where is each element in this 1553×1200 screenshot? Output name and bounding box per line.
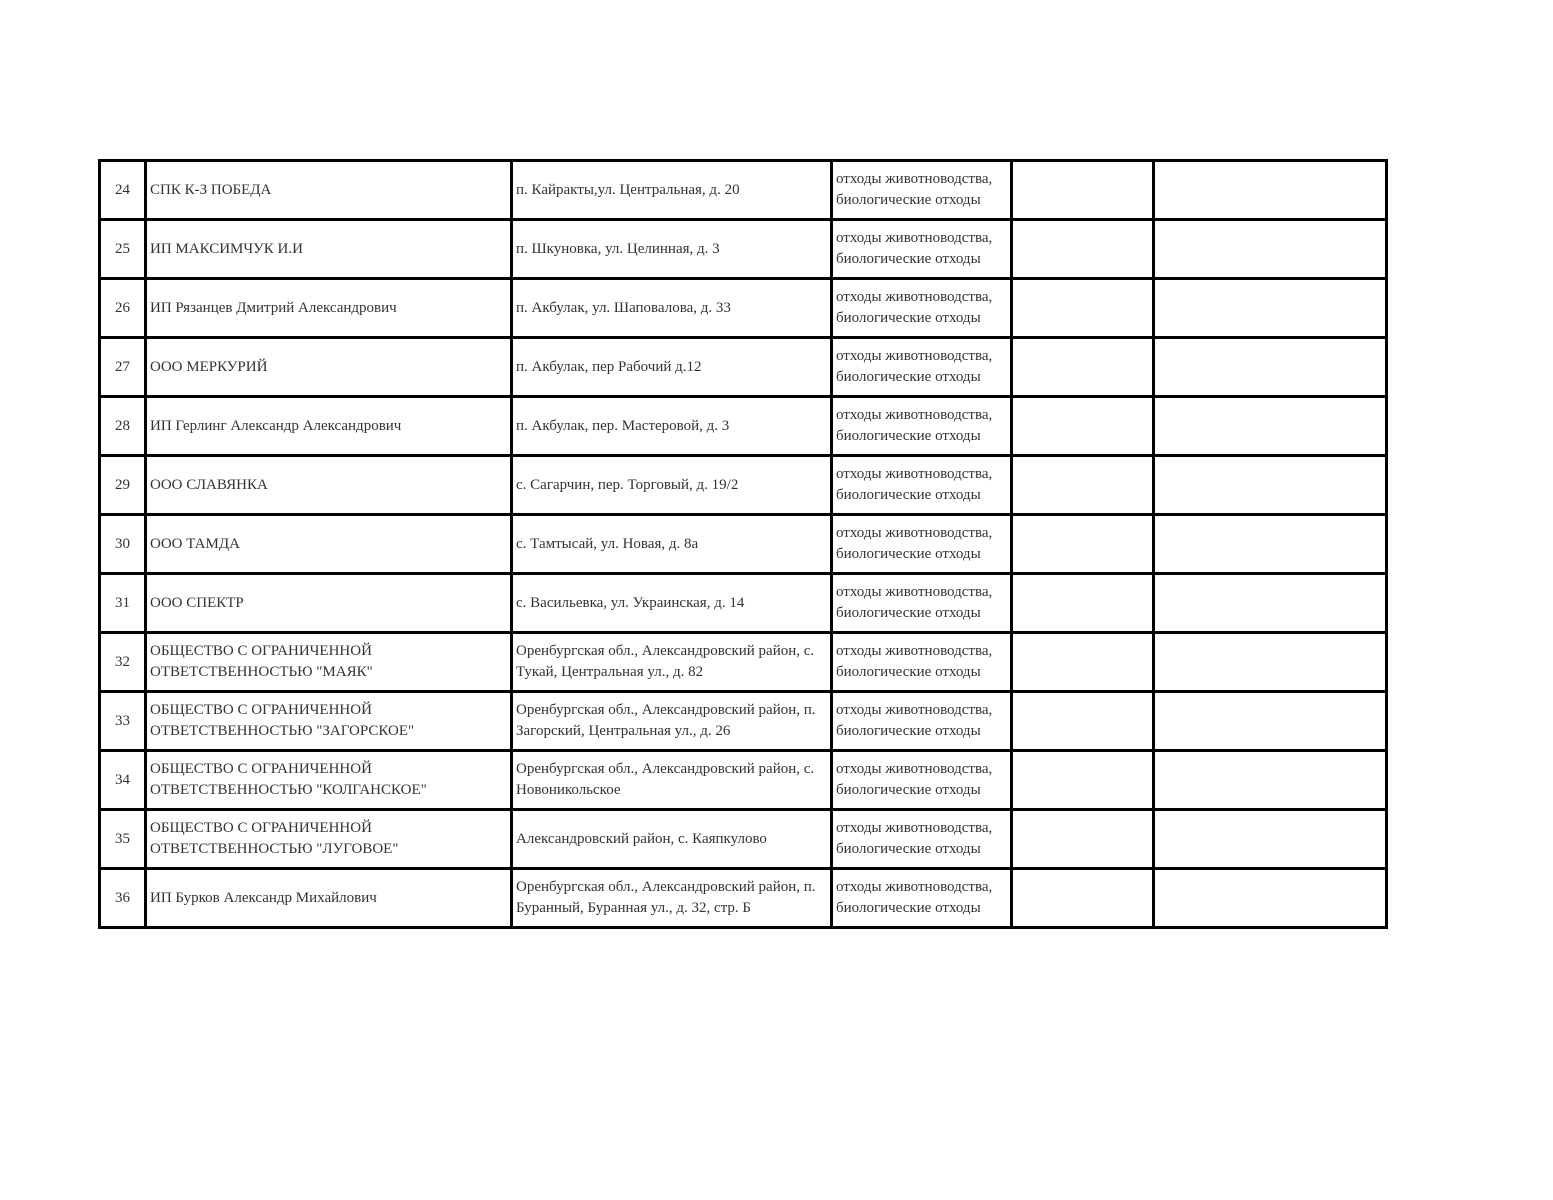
waste-type: отходы животноводства, биологические отходы [832,869,1012,928]
organization-address: с. Васильевка, ул. Украинская, д. 14 [512,574,832,633]
waste-type: отходы животноводства, биологические отходы [832,574,1012,633]
document-sheet [98,159,1385,929]
table-row [100,515,1387,574]
empty-cell [1012,515,1154,574]
waste-type: отходы животноводства, биологические отходы [832,338,1012,397]
empty-cell [1012,574,1154,633]
organization-name: ИП Герлинг Александр Александрович [146,397,512,456]
empty-cell [1154,397,1387,456]
empty-cell [1154,456,1387,515]
row-number: 35 [100,810,146,869]
organization-name: ИП МАКСИМЧУК И.И [146,220,512,279]
empty-cell [1012,692,1154,751]
organization-address: с. Сагарчин, пер. Торговый, д. 19/2 [512,456,832,515]
waste-type: отходы животноводства, биологические отходы [832,692,1012,751]
organization-address: п. Шкуновка, ул. Целинная, д. 3 [512,220,832,279]
waste-type: отходы животноводства, биологические отходы [832,279,1012,338]
row-number: 29 [100,456,146,515]
registry-table-body [100,161,1387,928]
table-row [100,397,1387,456]
organization-name: ИП Бурков Александр Михайлович [146,869,512,928]
row-number: 24 [100,161,146,220]
table-row [100,633,1387,692]
empty-cell [1012,810,1154,869]
empty-cell [1012,279,1154,338]
empty-cell [1012,220,1154,279]
table-row [100,161,1387,220]
organization-name: ОБЩЕСТВО С ОГРАНИЧЕННОЙ ОТВЕТСТВЕННОСТЬЮ "ЛУГОВОЕ" [146,810,512,869]
waste-type: отходы животноводства, биологические отходы [832,515,1012,574]
organization-address: Оренбургская обл., Александровский район, п. Буранный, Буранная ул., д. 32, стр. Б [512,869,832,928]
table-row [100,220,1387,279]
empty-cell [1012,338,1154,397]
empty-cell [1154,574,1387,633]
organization-name: ООО СПЕКТР [146,574,512,633]
organization-address: Оренбургская обл., Александровский район, с. Тукай, Центральная ул., д. 82 [512,633,832,692]
row-number: 28 [100,397,146,456]
organization-name: ОБЩЕСТВО С ОГРАНИЧЕННОЙ ОТВЕТСТВЕННОСТЬЮ "МАЯК" [146,633,512,692]
organization-address: п. Кайракты,ул. Центральная, д. 20 [512,161,832,220]
row-number: 31 [100,574,146,633]
organization-name: ООО МЕРКУРИЙ [146,338,512,397]
row-number: 36 [100,869,146,928]
organization-name: ОБЩЕСТВО С ОГРАНИЧЕННОЙ ОТВЕТСТВЕННОСТЬЮ "КОЛГАНСКОЕ" [146,751,512,810]
organization-name: ООО СЛАВЯНКА [146,456,512,515]
row-number: 32 [100,633,146,692]
row-number: 30 [100,515,146,574]
empty-cell [1012,397,1154,456]
row-number: 25 [100,220,146,279]
empty-cell [1012,751,1154,810]
table-row [100,456,1387,515]
organization-address: п. Акбулак, пер Рабочий д.12 [512,338,832,397]
organization-name: СПК К-З ПОБЕДА [146,161,512,220]
table-row [100,751,1387,810]
empty-cell [1012,161,1154,220]
empty-cell [1154,515,1387,574]
row-number: 34 [100,751,146,810]
empty-cell [1154,279,1387,338]
empty-cell [1154,751,1387,810]
empty-cell [1154,692,1387,751]
empty-cell [1154,810,1387,869]
empty-cell [1154,220,1387,279]
organization-address: Оренбургская обл., Александровский район, с. Новоникольское [512,751,832,810]
organization-address: п. Акбулак, пер. Мастеровой, д. 3 [512,397,832,456]
table-row [100,692,1387,751]
organization-address: с. Тамтысай, ул. Новая, д. 8а [512,515,832,574]
table-row [100,810,1387,869]
waste-type: отходы животноводства, биологические отходы [832,810,1012,869]
waste-type: отходы животноводства, биологические отходы [832,633,1012,692]
organization-name: ООО ТАМДА [146,515,512,574]
row-number: 27 [100,338,146,397]
table-row [100,869,1387,928]
waste-type: отходы животноводства, биологические отходы [832,397,1012,456]
registry-table [98,159,1388,929]
waste-type: отходы животноводства, биологические отходы [832,456,1012,515]
table-row [100,338,1387,397]
empty-cell [1154,633,1387,692]
row-number: 33 [100,692,146,751]
empty-cell [1154,161,1387,220]
waste-type: отходы животноводства, биологические отходы [832,220,1012,279]
waste-type: отходы животноводства, биологические отходы [832,161,1012,220]
empty-cell [1012,633,1154,692]
table-row [100,574,1387,633]
organization-name: ИП Рязанцев Дмитрий Александрович [146,279,512,338]
empty-cell [1154,338,1387,397]
organization-name: ОБЩЕСТВО С ОГРАНИЧЕННОЙ ОТВЕТСТВЕННОСТЬЮ "ЗАГОРСКОЕ" [146,692,512,751]
organization-address: Оренбургская обл., Александровский район, п. Загорский, Центральная ул., д. 26 [512,692,832,751]
organization-address: Александровский район, с. Каяпкулово [512,810,832,869]
empty-cell [1154,869,1387,928]
waste-type: отходы животноводства, биологические отходы [832,751,1012,810]
empty-cell [1012,456,1154,515]
empty-cell [1012,869,1154,928]
organization-address: п. Акбулак, ул. Шаповалова, д. 33 [512,279,832,338]
table-row [100,279,1387,338]
row-number: 26 [100,279,146,338]
